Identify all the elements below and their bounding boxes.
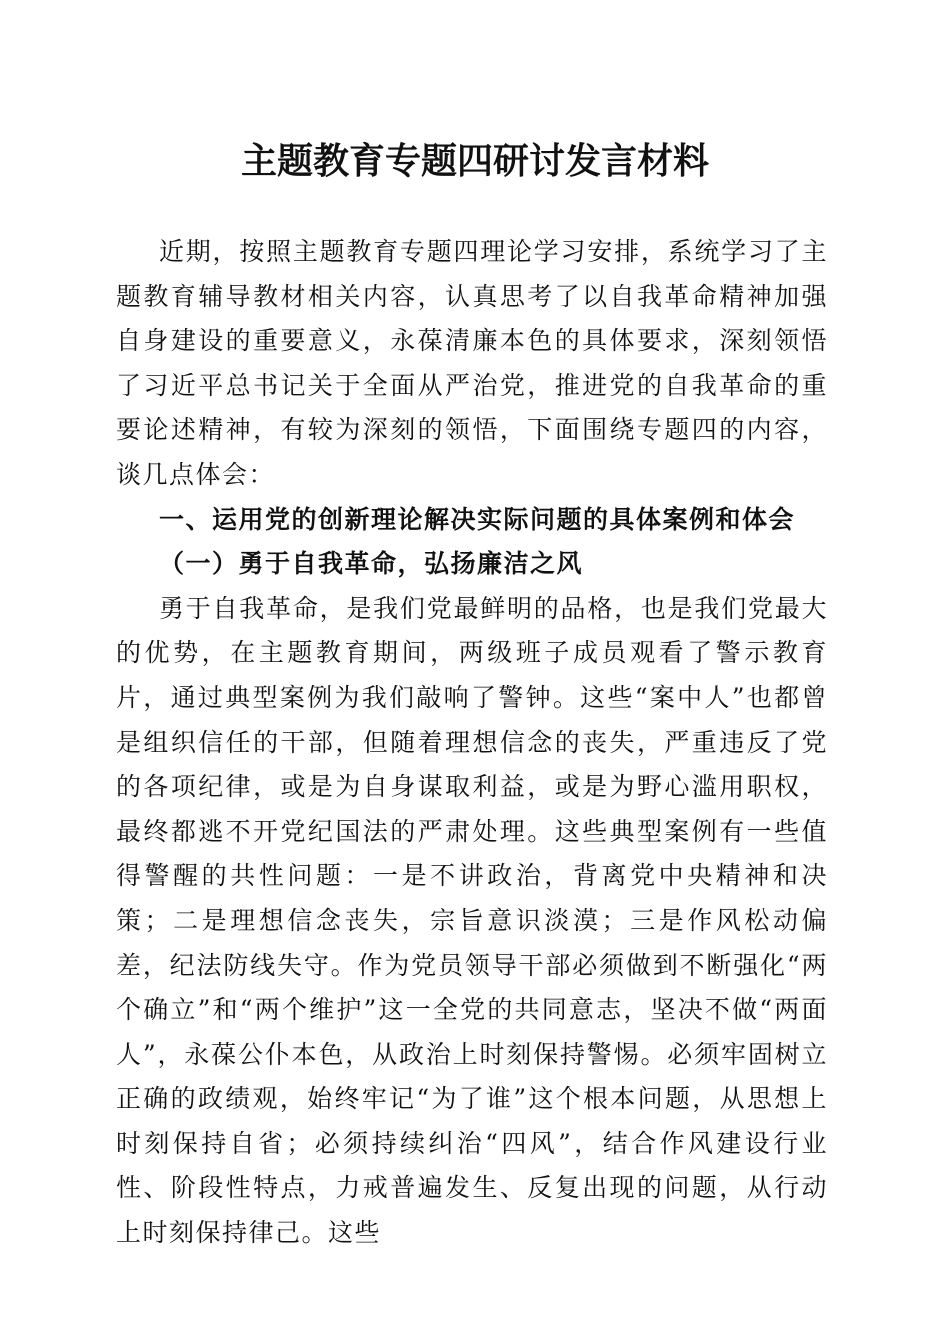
document-body [116, 230, 828, 1256]
body-paragraph: 勇于自我革命，是我们党最鲜明的品格，也是我们党最大的优势，在主题教育期间，两级班子成员观看了警示教育片，通过典型案例为我们敲响了警钟。这些“案中人”也都曾是组织信任的干部，但随着理想信念的丧失，严重违反了党的各项纪律，或是为自身谋取利益，或是为野心滥用职权，最终都逃不开党纪国法的严肃处理。这些典型案例有一些值得警醒的共性问题：一是不讲政治，背离党中央精神和决策；二是理想信念丧失，宗旨意识淡漠；三是作风松动偏差，纪法防线失守。作为党员领导干部必须做到不断强化“两个确立”和“两个维护”这一全党的共同意志，坚决不做“两面人”，永葆公仆本色，从政治上时刻保持警惕。必须牢固树立正确的政绩观，始终牢记“为了谁”这个根本问题，从思想上时刻保持自省；必须持续纠治“四风”，结合作风建设行业性、阶段性特点，力戒普遍发生、反复出现的问题，从行动上时刻保持律己。这些 [116, 593, 828, 1248]
document-title: 主题教育专题四研讨发言材料 [240, 140, 709, 182]
intro-paragraph: 近期，按照主题教育专题四理论学习安排，系统学习了主题教育辅导教材相关内容，认真思考了以自我革命精神加强自身建设的重要意义，永葆清廉本色的具体要求，深刻领悟了习近平总书记关于全面从严治党，推进党的自我革命的重要论述精神，有较为深刻的领悟，下面围绕专题四的内容，谈几点体会： [116, 237, 828, 489]
section-heading: 一、运用党的创新理论解决实际问题的具体案例和体会 [159, 504, 796, 534]
subsection-heading: （一）勇于自我革命，弘扬廉洁之风 [159, 549, 584, 579]
